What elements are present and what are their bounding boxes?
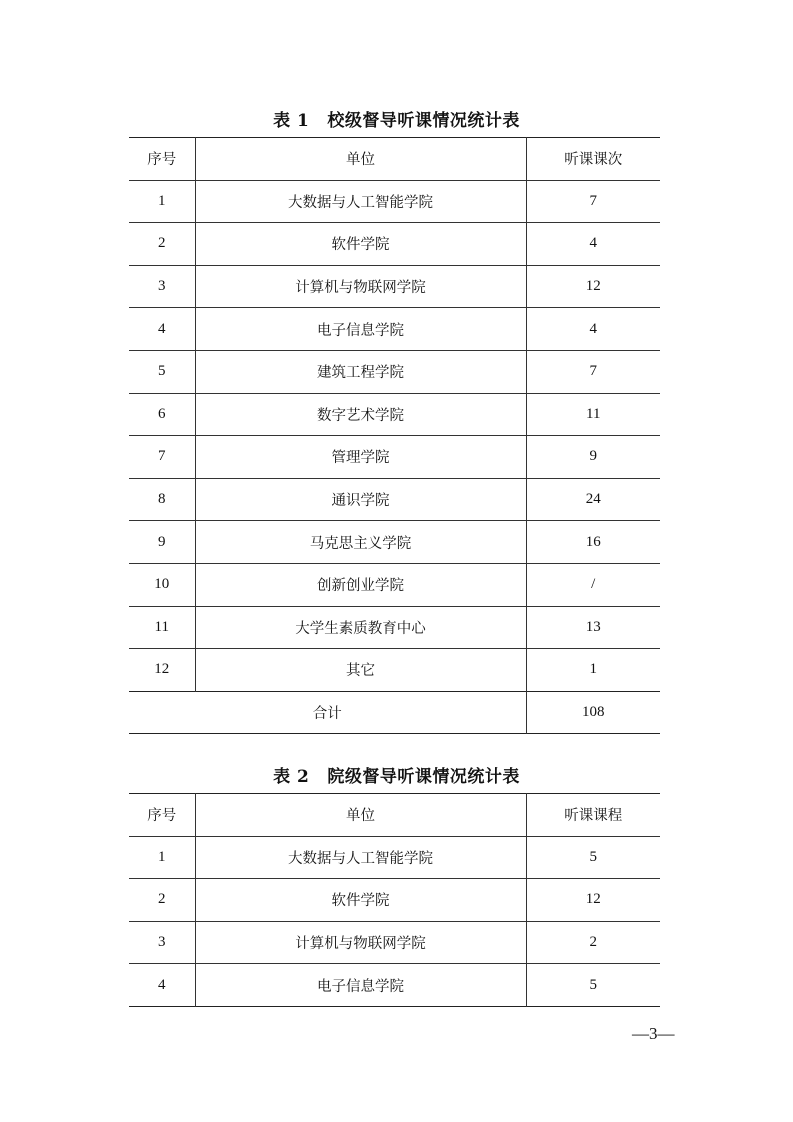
row-unit: 软件学院 bbox=[195, 879, 526, 922]
table-row bbox=[129, 921, 660, 964]
row-index: 7 bbox=[129, 436, 195, 479]
row-unit: 数字艺术学院 bbox=[195, 393, 526, 436]
table-row bbox=[129, 436, 660, 479]
row-unit: 管理学院 bbox=[195, 436, 526, 479]
row-index: 10 bbox=[129, 563, 195, 606]
row-count: 5 bbox=[526, 836, 660, 879]
table-row bbox=[129, 563, 660, 606]
row-index: 9 bbox=[129, 521, 195, 564]
row-count: 24 bbox=[526, 478, 660, 521]
table1 bbox=[129, 137, 660, 734]
table-row bbox=[129, 180, 660, 223]
table1-header-row bbox=[129, 138, 660, 181]
row-count: 5 bbox=[526, 964, 660, 1007]
row-count: 12 bbox=[526, 265, 660, 308]
row-unit: 计算机与物联网学院 bbox=[195, 921, 526, 964]
row-unit: 建筑工程学院 bbox=[195, 350, 526, 393]
row-index: 2 bbox=[129, 879, 195, 922]
row-unit: 大数据与人工智能学院 bbox=[195, 180, 526, 223]
table2-caption-number: 表 2 bbox=[273, 767, 310, 787]
table1-caption-title: 校级督导听课情况统计表 bbox=[327, 111, 520, 131]
table2-caption bbox=[0, 762, 793, 787]
table2-header-unit: 单位 bbox=[195, 794, 526, 837]
row-count: 4 bbox=[526, 223, 660, 266]
row-unit: 计算机与物联网学院 bbox=[195, 265, 526, 308]
row-count: 16 bbox=[526, 521, 660, 564]
table2-header-index: 序号 bbox=[129, 794, 195, 837]
row-count: / bbox=[526, 563, 660, 606]
row-index: 11 bbox=[129, 606, 195, 649]
row-index: 5 bbox=[129, 350, 195, 393]
table2-header-row bbox=[129, 794, 660, 837]
table2 bbox=[129, 793, 660, 1007]
row-count: 7 bbox=[526, 180, 660, 223]
row-index: 1 bbox=[129, 836, 195, 879]
table1-total-label: 合计 bbox=[129, 691, 526, 734]
table-row bbox=[129, 393, 660, 436]
table-row bbox=[129, 521, 660, 564]
table1-header-count: 听课课次 bbox=[526, 138, 660, 181]
table1-total-row bbox=[129, 691, 660, 734]
table2-caption-title: 院级督导听课情况统计表 bbox=[327, 767, 520, 787]
table-row bbox=[129, 606, 660, 649]
table-row bbox=[129, 879, 660, 922]
page-number: —3— bbox=[632, 1024, 675, 1043]
row-count: 9 bbox=[526, 436, 660, 479]
row-count: 12 bbox=[526, 879, 660, 922]
table-row bbox=[129, 350, 660, 393]
table1-header-unit: 单位 bbox=[195, 138, 526, 181]
row-index: 3 bbox=[129, 921, 195, 964]
row-count: 7 bbox=[526, 350, 660, 393]
table-row bbox=[129, 964, 660, 1007]
table-row bbox=[129, 265, 660, 308]
table-row bbox=[129, 478, 660, 521]
table1-caption bbox=[0, 106, 793, 131]
row-unit: 软件学院 bbox=[195, 223, 526, 266]
table-row bbox=[129, 308, 660, 351]
row-index: 12 bbox=[154, 661, 170, 678]
row-count: 13 bbox=[526, 606, 660, 649]
table-row bbox=[129, 649, 660, 692]
row-unit: 通识学院 bbox=[195, 478, 526, 521]
row-unit: 电子信息学院 bbox=[195, 308, 526, 351]
table1-header-index: 序号 bbox=[129, 138, 195, 181]
row-index: 3 bbox=[129, 265, 195, 308]
table-row bbox=[129, 223, 660, 266]
row-unit: 电子信息学院 bbox=[195, 964, 526, 1007]
row-unit: 其它 bbox=[195, 649, 526, 692]
row-unit: 大学生素质教育中心 bbox=[195, 606, 526, 649]
row-index: 4 bbox=[158, 976, 166, 993]
row-count: 1 bbox=[526, 649, 660, 692]
row-unit: 大数据与人工智能学院 bbox=[195, 836, 526, 879]
row-unit: 创新创业学院 bbox=[195, 563, 526, 606]
row-count: 11 bbox=[526, 393, 660, 436]
row-index: 1 bbox=[129, 180, 195, 223]
table1-caption-number: 表 1 bbox=[273, 111, 310, 131]
row-index: 2 bbox=[129, 223, 195, 266]
row-count: 4 bbox=[526, 308, 660, 351]
row-unit: 马克思主义学院 bbox=[195, 521, 526, 564]
row-index: 6 bbox=[129, 393, 195, 436]
table2-header-count: 听课课程 bbox=[526, 794, 660, 837]
table-row bbox=[129, 836, 660, 879]
row-index: 4 bbox=[129, 308, 195, 351]
row-index: 8 bbox=[129, 478, 195, 521]
row-count: 2 bbox=[526, 921, 660, 964]
table1-total-value: 108 bbox=[526, 691, 660, 734]
